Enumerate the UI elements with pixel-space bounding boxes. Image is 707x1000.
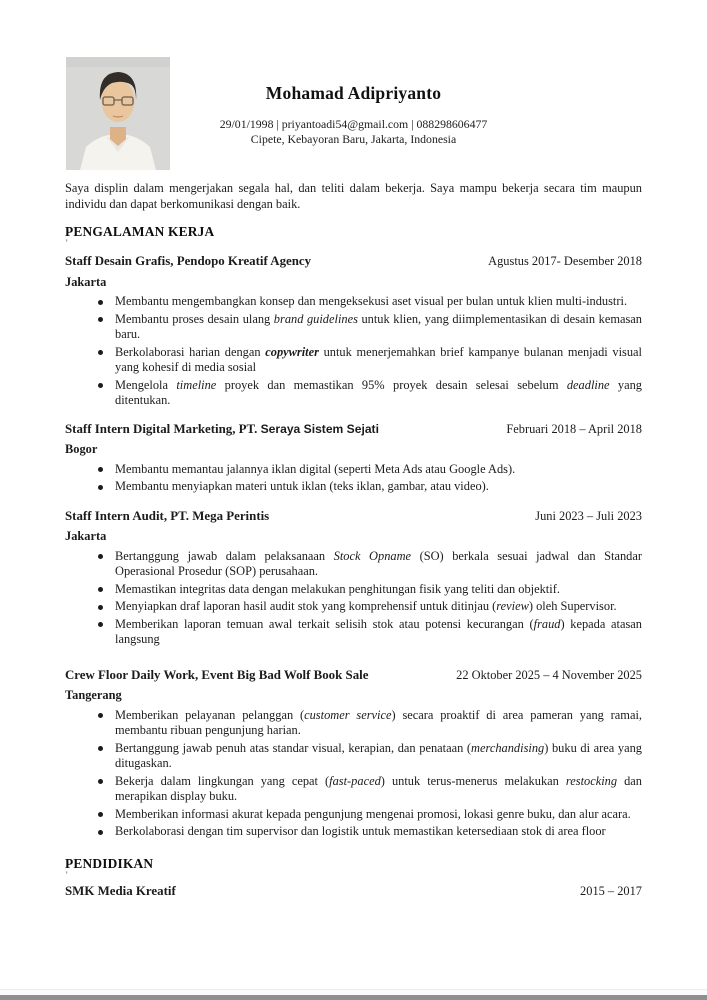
education-dates: 2015 – 2017 [580,883,642,898]
job-heading-row [65,254,642,270]
bullet-text [115,741,642,771]
bottom-bar [0,995,707,1000]
text-run: Mengelola [115,377,177,392]
text-run: Seraya Sistem Sejati [260,421,379,436]
bullet-item [65,741,642,772]
bullet-text [115,294,627,308]
bullet-text [115,462,515,476]
job-title [65,254,321,270]
bullet-item [65,824,642,840]
text-run: yang ditentukan. [115,377,642,407]
job-location: Bogor [65,442,98,456]
text-run: Membantu proses desain ulang [115,311,274,326]
job-heading-row [65,509,642,525]
bullet-item [65,312,642,343]
text-run: ) buku di area yang ditugaskan. [115,740,642,770]
text-run: Membantu memantau jalannya iklan digital (seperti Meta Ads atau Google Ads). [115,461,516,476]
text-run: ) secara proaktif di area pameran yang ramai, membantu ribuan pengunjung harian. [115,707,642,737]
job-bullets [65,549,642,648]
bullet-text [115,479,489,493]
bullet-text [115,774,642,804]
bullet-dot [98,383,103,388]
text-run: proyek dan memastikan 95% proyek desain selesai sebelum [216,377,567,392]
bullet-item [65,774,642,805]
bullet-dot [98,605,103,610]
text-run: Staff Desain Grafis, Pendopo Kreatif Agency [65,254,312,268]
bullet-item [65,599,642,615]
experience-list [65,254,642,840]
job-dates: Agustus 2017- Desember 2018 [488,254,642,268]
job-entry [65,668,642,840]
job-location: Jakarta [65,529,107,543]
job-title [65,422,389,438]
section-heading-experience: PENGALAMAN KERJA [65,224,215,239]
bullet-dot [98,779,103,784]
bullet-item [65,708,642,739]
bullet-item [65,462,642,478]
job-heading-row [65,668,642,684]
bullet-text [115,807,631,821]
bullet-dot [98,713,103,718]
text-run: Membantu mengembangkan konsep dan mengeksekusi aset visual per bulan untuk klien multi-industri. [115,294,628,308]
text-run: Crew Floor Daily Work, Event Big Bad Wolf Book Sale [65,667,369,682]
bullet-dot [98,812,103,817]
text-run: deadline [566,377,610,392]
profile-photo [66,57,170,170]
text-run: fraud [533,616,561,631]
text-run: ) oleh Supervisor. [528,599,617,613]
bullet-text [115,549,642,579]
bullet-dot [98,317,103,322]
bullet-text [115,582,560,596]
bullet-item [65,807,642,823]
job-entry [65,422,642,495]
text-run: fast-paced [329,773,381,788]
bullet-item [65,549,642,580]
candidate-name: Mohamad Adipriyanto [265,83,442,103]
education-school: SMK Media Kreatif [65,883,176,898]
job-location: Tangerang [65,688,122,702]
bullet-item [65,378,642,409]
job-dates: 22 Oktober 2025 – 4 November 2025 [456,667,642,682]
bullet-text [115,345,642,375]
bullet-item [65,582,642,598]
job-bullets [65,708,642,840]
text-run: Memberikan informasi akurat kepada pengunjung mengenai promosi, lokasi genre buku, dan alur acara. [115,806,631,821]
text-run: Staff Intern Audit, PT. Mega Perintis [65,508,270,523]
bullet-dot [98,467,103,472]
bullet-text [115,617,642,647]
bullet-dot [98,622,103,627]
text-run: customer service [304,707,392,722]
bullet-text [115,824,606,838]
bullet-text [115,378,642,408]
bullet-item [65,617,642,648]
job-heading-row [65,422,642,438]
bullet-dot [98,300,103,305]
text-run: Bekerja dalam lingkungan yang cepat ( [115,773,330,788]
summary-text: Saya displin dalam mengerjakan segala hal, dan teliti dalam bekerja. Saya mampu bekerja secara tim maupun individu dan dapat berkomunikasi dengan baik. [65,181,642,211]
stray-mark-education: ' [66,869,68,880]
text-run: Berkolaborasi dengan tim supervisor dan logistik untuk memastikan ketersediaan stok di area floor [115,824,606,838]
text-run: review [496,599,529,613]
text-run: (SO) berkala sesuai jadwal dan Standar Operasional Prosedur (SOP) perusahaan. [115,548,642,578]
text-run: restocking [565,773,618,788]
address-line: Cipete, Kebayoran Baru, Jakarta, Indonesia [250,132,457,146]
text-run: untuk menerjemahkan brief kampanye bulanan menjadi visual yang kohesif di media sosial [115,344,642,374]
education-entry [65,884,642,900]
bullet-dot [98,746,103,751]
job-title [65,668,378,684]
text-run: merchandising [471,740,545,755]
text-run: Memastikan integritas data dengan melakukan penghitungan fisik yang teliti dan objektif. [115,581,560,596]
job-bullets [65,462,642,495]
text-run: Memberikan pelayanan pelanggan ( [115,707,305,722]
job-location: Jakarta [65,274,107,289]
bullet-item [65,294,642,310]
text-run: Memberikan laporan temuan awal terkait selisih stok atau potensi kecurangan ( [115,616,534,631]
job-entry [65,509,642,648]
text-run: Stock Opname [333,548,412,563]
text-run: Bertanggung jawab penuh atas standar visual, kerapian, dan penataan ( [115,740,472,755]
bullet-dot [98,830,103,835]
bullet-dot [98,554,103,559]
bullet-text [115,708,642,738]
text-run: untuk klien, yang diimplementasikan di desain kemasan baru. [115,311,642,341]
section-heading-education: PENDIDIKAN [65,855,154,871]
text-run: ) kepada atasan langsung [115,616,642,646]
text-run: Menyiapkan draf laporan hasil audit stok yang komprehensif untuk ditinjau ( [115,599,497,613]
text-run: Bertanggung jawab dalam pelaksanaan [115,548,334,563]
text-run: copywriter [265,344,319,359]
bullet-dot [98,587,103,592]
text-run: Staff Intern Digital Marketing, PT. [65,421,261,436]
text-run: Berkolaborasi harian dengan [115,344,266,359]
text-run: Membantu menyiapkan materi untuk iklan (teks iklan, gambar, atau video). [115,479,489,493]
contact-line: 29/01/1998 | priyantoadi54@gmail.com | 088298606477 [219,117,488,131]
job-dates: Juni 2023 – Juli 2023 [535,508,642,523]
bullet-dot [98,350,103,355]
text-run: timeline [176,377,217,392]
text-run: brand guidelines [273,311,358,326]
bullet-item [65,479,642,495]
job-entry [65,254,642,409]
text-run: dan merapikan display buku. [115,773,642,803]
bullet-item [65,345,642,376]
job-title [65,509,279,525]
text-run: ) untuk terus-menerus melakukan [380,773,566,788]
stray-mark-experience: ' [66,238,68,248]
bullet-dot [98,485,103,490]
person-portrait-illustration [66,57,170,170]
job-dates: Februari 2018 – April 2018 [506,421,642,436]
job-bullets [65,294,642,409]
bullet-text [115,312,642,342]
bullet-text [115,599,617,613]
